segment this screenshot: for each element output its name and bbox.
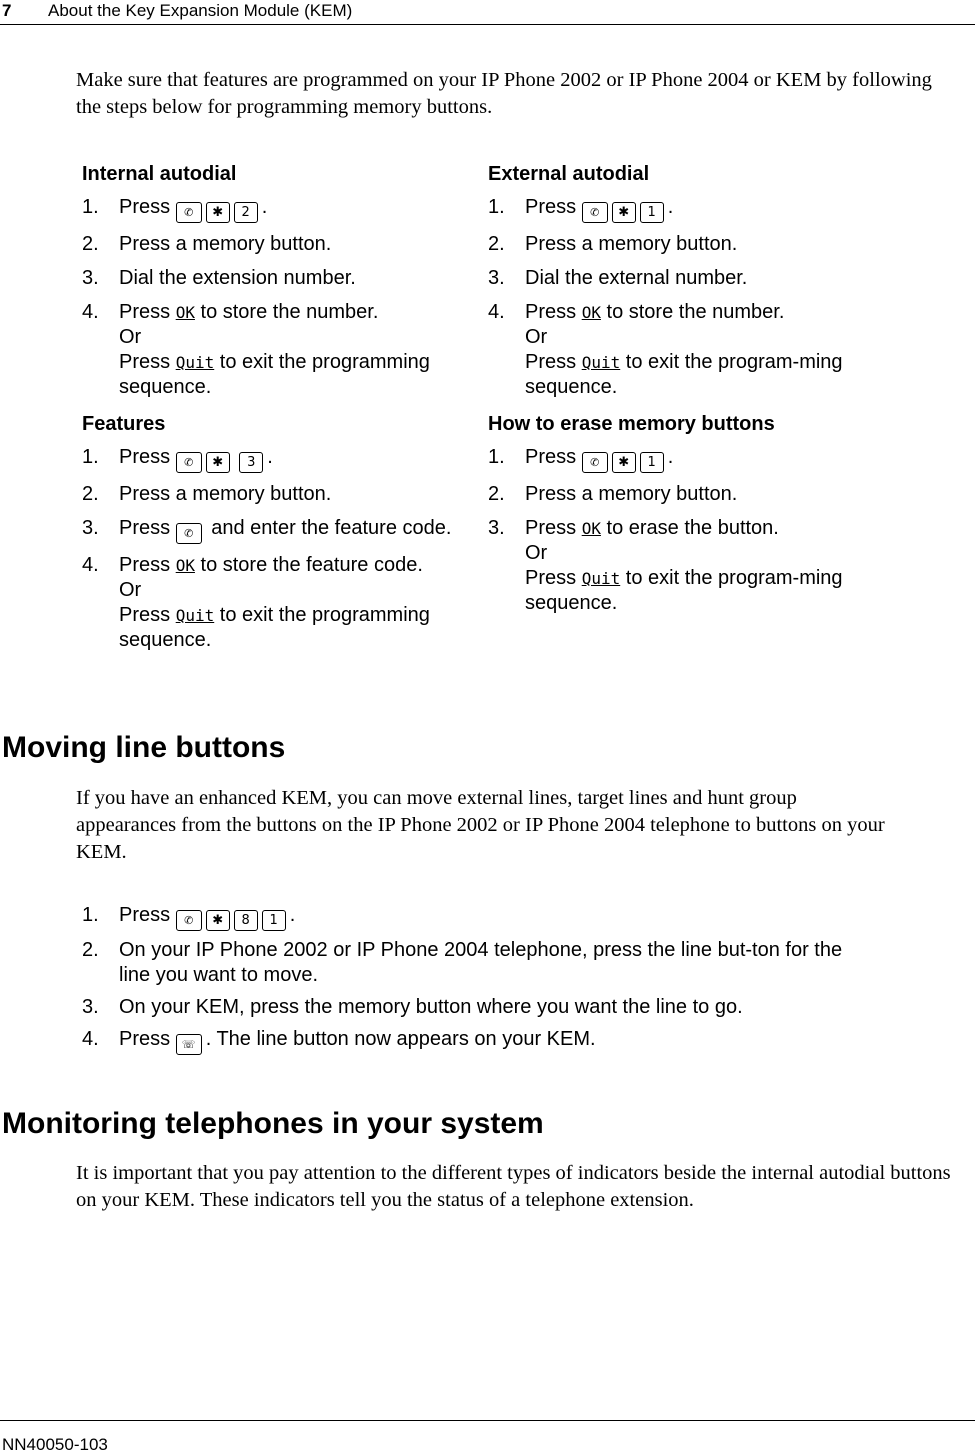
moving-step-4: 4. Press ☏ . The line button now appears on your KEM. — [82, 1027, 862, 1055]
internal-step-1: 1. Press ✆ ✱ 2 . — [82, 195, 482, 223]
star-key: ✱ — [612, 452, 636, 473]
external-autodial-section — [488, 163, 848, 409]
ok-softkey: OK — [175, 303, 195, 322]
features-section — [82, 413, 482, 662]
internal-autodial-section — [82, 163, 482, 409]
three-key: 3 — [239, 452, 263, 473]
quit-softkey: Quit — [175, 353, 215, 372]
external-autodial-heading: External autodial — [488, 163, 650, 185]
quit-softkey: Quit — [581, 569, 621, 588]
feature-icon: ✆ — [582, 452, 608, 473]
ok-softkey: OK — [175, 556, 195, 575]
feature-icon: ✆ — [582, 202, 608, 223]
page-footer — [0, 1420, 975, 1454]
star-key: ✱ — [206, 202, 230, 223]
feature-icon: ✆ — [176, 910, 202, 931]
star-key: ✱ — [206, 910, 230, 931]
moving-paragraph: If you have an enhanced KEM, you can move external lines, target lines and hunt group appearances from the buttons on the IP Phone 2002 or IP Phone 2004 telephone to buttons on your KEM. — [76, 787, 885, 863]
one-key: 1 — [640, 452, 664, 473]
features-step-4: 4. Press OK to store the feature code. Or Press Quit to exit the programming sequence. — [82, 554, 430, 651]
document-number: NN40050-103 — [2, 1435, 108, 1454]
internal-autodial-heading: Internal autodial — [82, 163, 237, 185]
feature-icon: ✆ — [176, 202, 202, 223]
external-step-4: 4. Press OK to store the number. Or Press Quit to exit the program-ming sequence. — [488, 301, 843, 398]
page-number: 7 — [2, 1, 12, 20]
intro-paragraph: Make sure that features are programmed on your IP Phone 2002 or IP Phone 2004 or KEM by following the steps below for programming memory buttons. — [76, 69, 932, 118]
internal-step-4: 4. Press OK to store the number. Or Press Quit to exit the programming sequence. — [82, 301, 430, 398]
feature-icon: ✆ — [176, 452, 202, 473]
erase-step-2: 2. Press a memory button. — [488, 483, 738, 505]
internal-step-3: 3. Dial the extension number. — [82, 267, 356, 289]
quit-softkey: Quit — [175, 606, 215, 625]
moving-step-2: 2. On your IP Phone 2002 or IP Phone 2004 telephone, press the line but-ton for the line you want to move. — [82, 939, 843, 986]
moving-step-3: 3. On your KEM, press the memory button where you want the line to go. — [82, 996, 743, 1018]
erase-memory-heading: How to erase memory buttons — [488, 413, 775, 435]
features-heading: Features — [82, 413, 166, 435]
handset-icon: ☏ — [176, 1034, 202, 1055]
monitoring-heading: Monitoring telephones in your system — [2, 1107, 544, 1140]
erase-memory-section — [488, 413, 848, 625]
quit-softkey: Quit — [581, 353, 621, 372]
chapter-title: About the Key Expansion Module (KEM) — [48, 1, 353, 20]
moving-step-1: 1. Press ✆ ✱ 8 1 . — [82, 903, 862, 931]
external-step-2: 2. Press a memory button. — [488, 233, 738, 255]
page-header — [0, 0, 975, 25]
features-step-1: 1. Press ✆ ✱ 3 . — [82, 445, 482, 473]
ok-softkey: OK — [581, 519, 601, 538]
monitoring-paragraph: It is important that you pay attention to the different types of indicators beside the internal autodial buttons on your KEM. These indicators tell you the status of a telephone extension. — [76, 1162, 951, 1211]
one-key: 1 — [262, 910, 286, 931]
erase-step-3: 3. Press OK to erase the button. Or Press Quit to exit the program-ming sequence. — [488, 517, 843, 614]
erase-step-1: 1. Press ✆ ✱ 1 . — [488, 445, 848, 473]
one-key: 1 — [640, 202, 664, 223]
star-key: ✱ — [206, 452, 230, 473]
features-step-3: 3. Press ✆ and enter the feature code. — [82, 516, 482, 544]
features-step-2: 2. Press a memory button. — [82, 483, 332, 505]
feature-icon: ✆ — [176, 523, 202, 544]
internal-step-2: 2. Press a memory button. — [82, 233, 332, 255]
external-step-3: 3. Dial the external number. — [488, 267, 748, 289]
star-key: ✱ — [612, 202, 636, 223]
two-key: 2 — [234, 202, 258, 223]
eight-key: 8 — [234, 910, 258, 931]
ok-softkey: OK — [581, 303, 601, 322]
moving-line-buttons-heading: Moving line buttons — [2, 731, 286, 764]
moving-steps — [82, 903, 862, 1062]
external-step-1: 1. Press ✆ ✱ 1 . — [488, 195, 848, 223]
